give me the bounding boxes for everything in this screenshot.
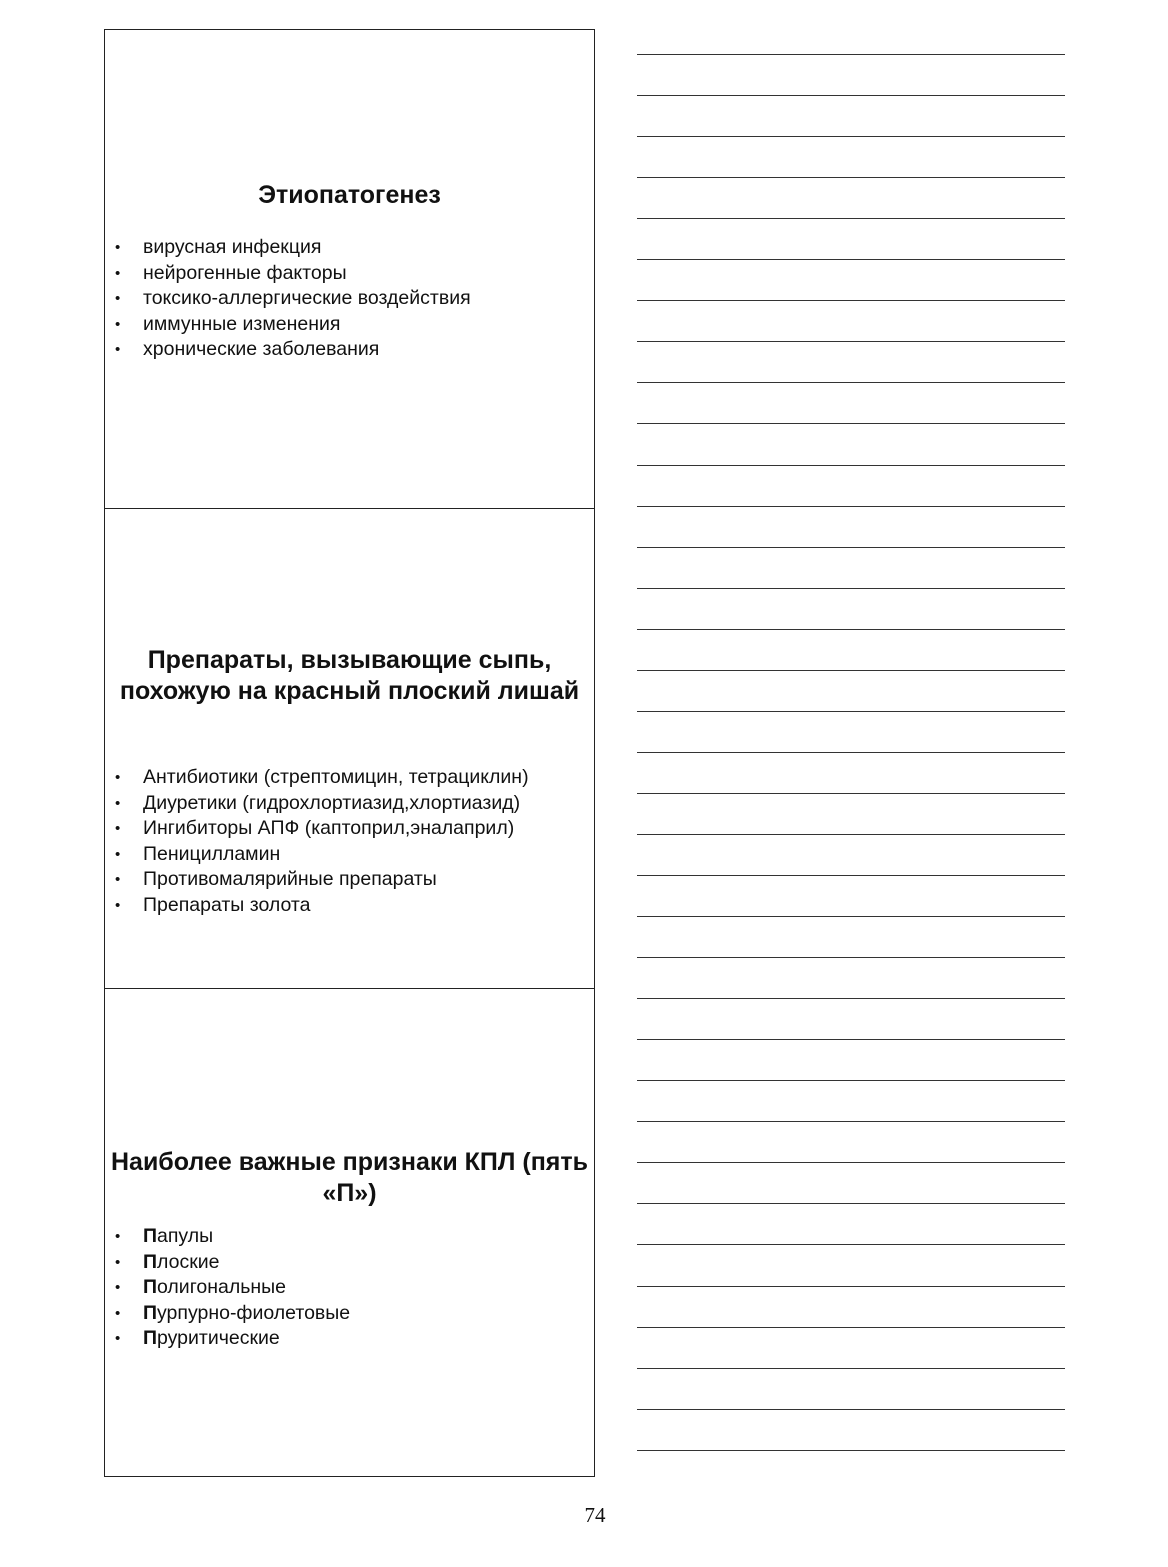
bullet-icon: • [115, 896, 121, 914]
note-line [637, 506, 1065, 507]
list-item [105, 235, 471, 261]
slides-column [104, 29, 595, 1477]
list-item [105, 312, 471, 338]
list-item [105, 286, 471, 312]
note-line [637, 957, 1065, 958]
note-line [637, 752, 1065, 753]
note-line [637, 670, 1065, 671]
note-line [637, 1286, 1065, 1287]
bullet-icon: • [115, 794, 121, 812]
list-item-text: вирусная инфекция [143, 236, 322, 258]
note-line [637, 711, 1065, 712]
emphasized-first-letter: П [143, 1225, 158, 1247]
note-line [637, 916, 1065, 917]
emphasized-first-letter: П [143, 1276, 158, 1298]
note-line [637, 629, 1065, 630]
note-line [637, 259, 1065, 260]
slide-title: Препараты, вызывающие сыпь, похожую на красный плоский лишай [119, 646, 580, 705]
list-item-text: олигональные [157, 1276, 287, 1298]
note-line [637, 834, 1065, 835]
slide-drugs-causing-rash [105, 508, 594, 988]
note-line [637, 1162, 1065, 1163]
note-line [637, 1121, 1065, 1122]
bullet-icon: • [115, 315, 121, 333]
slide-five-p-signs [105, 988, 594, 1477]
list-item [105, 893, 529, 919]
note-line [637, 54, 1065, 55]
list-item [105, 1326, 350, 1352]
list-item [105, 337, 471, 363]
bullet-icon: • [115, 1228, 121, 1245]
bullet-icon: • [115, 820, 121, 837]
note-line [637, 465, 1065, 466]
list-item [105, 261, 471, 287]
emphasized-first-letter: П [143, 1250, 158, 1273]
list-item-text: Препараты золота [143, 893, 311, 916]
note-line [637, 998, 1065, 999]
note-line [637, 136, 1065, 137]
list-item-text: Антибиотики (стрептомицин, тетрациклин) [143, 766, 529, 788]
list-item [105, 791, 529, 817]
note-line [637, 547, 1065, 548]
list-item [105, 842, 529, 868]
bullet-icon: • [115, 845, 121, 863]
bullet-list [105, 235, 471, 363]
bullet-icon: • [115, 1330, 121, 1347]
list-item-text: Ингибиторы АПФ (каптоприл,эналаприл) [143, 817, 515, 839]
bullet-icon: • [115, 769, 121, 786]
list-item-text: токсико-аллергические воздействия [143, 287, 471, 309]
note-line [637, 1244, 1065, 1245]
bullet-icon: • [115, 1279, 121, 1296]
note-line [637, 875, 1065, 876]
note-line [637, 177, 1065, 178]
note-line [637, 382, 1065, 383]
notes-lines-area [637, 0, 1065, 1500]
list-item-text: Пеницилламин [143, 842, 281, 865]
slide-title: Наиболее важные признаки КПЛ (пять «П») [110, 1148, 589, 1207]
bullet-icon: • [115, 1253, 121, 1271]
list-item [105, 1224, 350, 1250]
note-line [637, 1409, 1065, 1410]
list-item-text: Диуретики (гидрохлортиазид,хлортиазид) [143, 791, 521, 814]
bullet-list [105, 1224, 350, 1352]
note-line [637, 588, 1065, 589]
list-item [105, 765, 529, 791]
bullet-icon: • [115, 341, 121, 358]
list-item-text: апулы [157, 1225, 214, 1247]
list-item-text: лоские [157, 1250, 220, 1273]
emphasized-first-letter: П [143, 1327, 158, 1349]
note-line [637, 1450, 1065, 1451]
note-line [637, 341, 1065, 342]
list-item [105, 867, 529, 893]
list-item-text: хронические заболевания [143, 338, 380, 360]
note-line [637, 218, 1065, 219]
note-line [637, 1368, 1065, 1369]
bullet-icon: • [115, 264, 121, 282]
bullet-icon: • [115, 871, 121, 888]
bullet-icon: • [115, 239, 121, 256]
list-item [105, 816, 529, 842]
note-line [637, 1039, 1065, 1040]
list-item [105, 1301, 350, 1327]
note-line [637, 793, 1065, 794]
note-line [637, 423, 1065, 424]
bullet-icon: • [115, 290, 121, 307]
note-line [637, 300, 1065, 301]
list-item-text: Противомалярийные препараты [143, 868, 437, 890]
page-number: 74 [584, 1503, 606, 1527]
list-item [105, 1275, 350, 1301]
note-line [637, 95, 1065, 96]
list-item-text: иммунные изменения [143, 312, 341, 335]
list-item [105, 1250, 350, 1276]
emphasized-first-letter: П [143, 1301, 158, 1324]
note-line [637, 1327, 1065, 1328]
bullet-icon: • [115, 1304, 121, 1322]
note-line [637, 1203, 1065, 1204]
list-item-text: урпурно-фиолетовые [157, 1301, 351, 1324]
list-item-text: руритические [157, 1327, 280, 1349]
slide-title: Этиопатогенез [258, 181, 441, 209]
note-line [637, 1080, 1065, 1081]
list-item-text: нейрогенные факторы [143, 261, 347, 284]
bullet-list [105, 765, 529, 918]
slide-etiopathogenesis [105, 30, 594, 508]
